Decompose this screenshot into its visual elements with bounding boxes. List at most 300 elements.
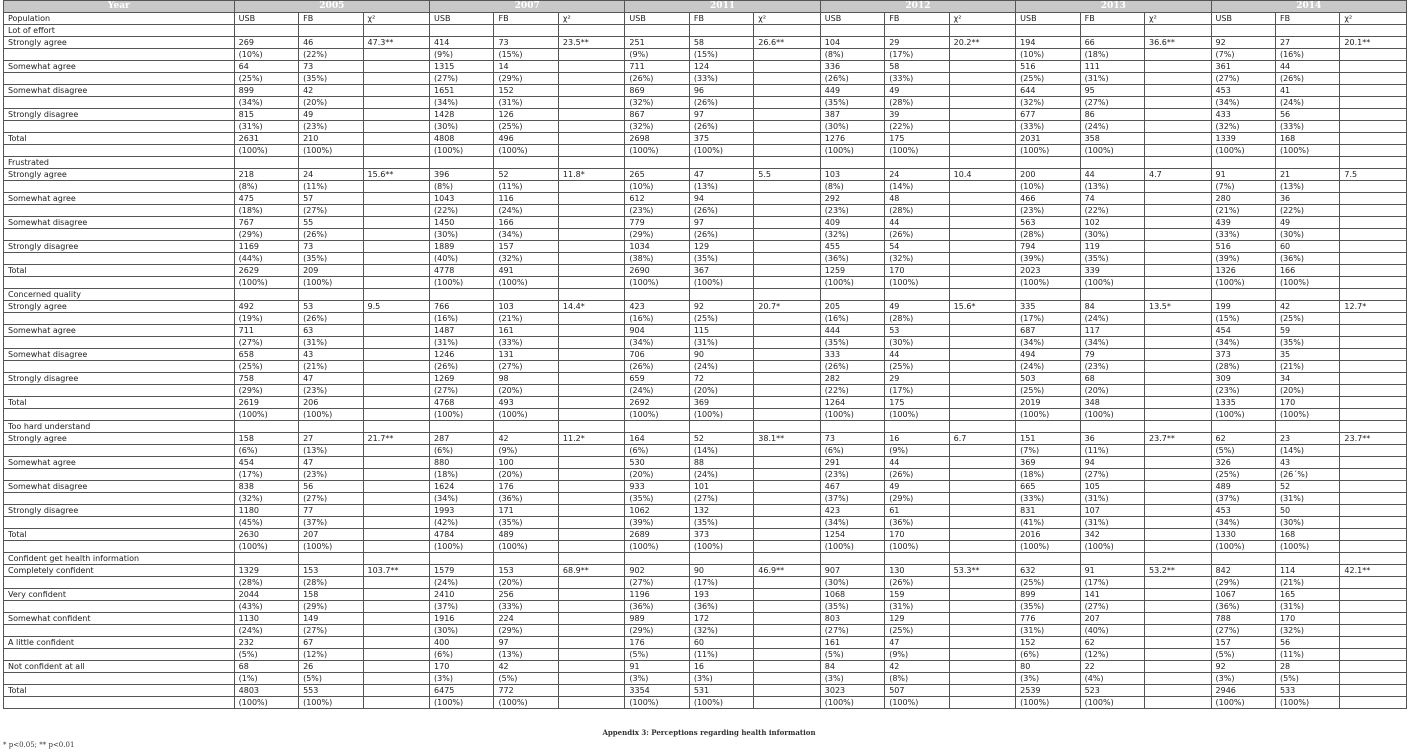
count-row: [4, 397, 1407, 409]
chi-square-cell: [363, 637, 429, 649]
chi-square-cell: [754, 325, 820, 337]
usb-percent-cell: (32%): [820, 229, 884, 241]
fb-count-cell: 94: [689, 193, 753, 205]
row-label: A little confident: [4, 637, 235, 649]
empty-cell: [4, 493, 235, 505]
significance-footnote: * p<0.05; ** p<0.01: [3, 741, 75, 749]
empty-cell: [1211, 157, 1275, 169]
usb-count-cell: 4768: [430, 397, 494, 409]
chi-square-cell: [754, 373, 820, 385]
chi-square-cell: [1340, 373, 1407, 385]
chi-square-cell: [558, 265, 624, 277]
empty-cell: [754, 205, 820, 217]
usb-count-cell: 711: [234, 325, 298, 337]
fb-percent-cell: (20%): [299, 97, 363, 109]
usb-count-cell: 205: [820, 301, 884, 313]
fb-percent-cell: (100%): [689, 145, 753, 157]
usb-count-cell: 658: [234, 349, 298, 361]
empty-cell: [754, 649, 820, 661]
chi-square-cell: [754, 61, 820, 73]
chi-square-cell: [754, 397, 820, 409]
usb-count-cell: 1264: [820, 397, 884, 409]
usb-count-cell: 269: [234, 37, 298, 49]
usb-percent-cell: (27%): [820, 625, 884, 637]
chi-square-cell: [558, 661, 624, 673]
fb-percent-cell: (35%): [1275, 337, 1339, 349]
usb-percent-cell: (100%): [1211, 409, 1275, 421]
fb-count-cell: 533: [1275, 685, 1339, 697]
chi-square-cell: [1145, 661, 1211, 673]
fb-percent-cell: (32%): [494, 253, 558, 265]
usb-count-cell: 1246: [430, 349, 494, 361]
fb-count-cell: 373: [689, 529, 753, 541]
fb-percent-cell: (100%): [1080, 145, 1144, 157]
empty-cell: [4, 469, 235, 481]
usb-count-cell: 199: [1211, 301, 1275, 313]
empty-cell: [234, 421, 298, 433]
empty-cell: [885, 157, 949, 169]
fb-count-cell: 115: [689, 325, 753, 337]
fb-percent-cell: (13%): [1080, 181, 1144, 193]
usb-count-cell: 516: [1016, 61, 1080, 73]
usb-count-cell: 503: [1016, 373, 1080, 385]
fb-count-cell: 21: [1275, 169, 1339, 181]
fb-count-cell: 130: [885, 565, 949, 577]
fb-percent-cell: (17%): [1080, 577, 1144, 589]
fb-count-cell: 119: [1080, 241, 1144, 253]
empty-cell: [1145, 541, 1211, 553]
usb-count-cell: 423: [625, 301, 689, 313]
fb-count-cell: 170: [1275, 397, 1339, 409]
empty-cell: [4, 145, 235, 157]
empty-cell: [1340, 145, 1407, 157]
count-row: [4, 457, 1407, 469]
usb-count-cell: 282: [820, 373, 884, 385]
empty-cell: [625, 289, 689, 301]
usb-count-cell: 563: [1016, 217, 1080, 229]
usb-percent-cell: (30%): [820, 577, 884, 589]
empty-cell: [1145, 97, 1211, 109]
fb-count-cell: 42: [494, 661, 558, 673]
fb-percent-cell: (9%): [885, 649, 949, 661]
empty-cell: [1145, 73, 1211, 85]
chi-square-cell: [949, 589, 1015, 601]
chi-square-cell: [1145, 265, 1211, 277]
usb-percent-cell: (5%): [234, 649, 298, 661]
fb-percent-cell: (31%): [1275, 601, 1339, 613]
fb-count-cell: 49: [885, 301, 949, 313]
fb-count-cell: 43: [299, 349, 363, 361]
row-label: Strongly agree: [4, 37, 235, 49]
percent-row: [4, 253, 1407, 265]
chi-square-cell: [1340, 133, 1407, 145]
usb-count-cell: 103: [820, 169, 884, 181]
empty-cell: [949, 469, 1015, 481]
usb-percent-cell: (100%): [430, 697, 494, 709]
fb-count-cell: 58: [689, 37, 753, 49]
empty-cell: [689, 553, 753, 565]
usb-count-cell: 838: [234, 481, 298, 493]
fb-count-cell: 96: [689, 85, 753, 97]
usb-percent-cell: (23%): [1016, 205, 1080, 217]
usb-percent-cell: (5%): [1211, 649, 1275, 661]
usb-percent-cell: (100%): [820, 145, 884, 157]
fb-count-cell: 772: [494, 685, 558, 697]
empty-cell: [1145, 385, 1211, 397]
fb-count-cell: 209: [299, 265, 363, 277]
fb-percent-cell: (100%): [494, 409, 558, 421]
fb-count-cell: 507: [885, 685, 949, 697]
usb-percent-cell: (16%): [430, 313, 494, 325]
chi-square-cell: [1145, 61, 1211, 73]
empty-cell: [949, 289, 1015, 301]
usb-count-cell: 1276: [820, 133, 884, 145]
fb-count-cell: 158: [299, 589, 363, 601]
usb-count-cell: 1269: [430, 373, 494, 385]
row-label: Strongly disagree: [4, 373, 235, 385]
empty-cell: [363, 97, 429, 109]
fb-count-cell: 348: [1080, 397, 1144, 409]
empty-cell: [1145, 337, 1211, 349]
empty-cell: [4, 673, 235, 685]
chi-square-cell: [558, 637, 624, 649]
usb-percent-cell: (5%): [1211, 445, 1275, 457]
usb-percent-cell: (33%): [1016, 121, 1080, 133]
usb-percent-cell: (34%): [430, 493, 494, 505]
fb-count-cell: 103: [494, 301, 558, 313]
percent-row: [4, 145, 1407, 157]
usb-percent-cell: (10%): [625, 181, 689, 193]
fb-count-cell: 36: [1080, 433, 1144, 445]
empty-cell: [625, 553, 689, 565]
chi-square-cell: [949, 193, 1015, 205]
chi-square-cell: [949, 217, 1015, 229]
fb-count-cell: 165: [1275, 589, 1339, 601]
row-label: Somewhat disagree: [4, 217, 235, 229]
empty-cell: [558, 289, 624, 301]
usb-percent-cell: (100%): [820, 277, 884, 289]
empty-cell: [949, 493, 1015, 505]
chi-square-cell: [1340, 613, 1407, 625]
fb-count-cell: 88: [689, 457, 753, 469]
percent-row: [4, 205, 1407, 217]
empty-cell: [1275, 157, 1339, 169]
chi-square-cell: [754, 481, 820, 493]
usb-percent-cell: (25%): [234, 73, 298, 85]
empty-cell: [1080, 25, 1144, 37]
empty-cell: [949, 541, 1015, 553]
empty-cell: [949, 649, 1015, 661]
row-label: Strongly disagree: [4, 109, 235, 121]
empty-cell: [754, 469, 820, 481]
usb-percent-cell: (33%): [1211, 229, 1275, 241]
empty-cell: [4, 97, 235, 109]
fb-percent-cell: (24%): [1080, 121, 1144, 133]
fb-count-cell: 26: [299, 661, 363, 673]
fb-percent-cell: (100%): [1080, 541, 1144, 553]
chi-square-cell: [1145, 505, 1211, 517]
empty-cell: [558, 121, 624, 133]
count-row: [4, 85, 1407, 97]
usb-count-cell: 989: [625, 613, 689, 625]
empty-cell: [625, 157, 689, 169]
year-2013-header: 2013: [1016, 1, 1211, 13]
row-label: Strongly disagree: [4, 505, 235, 517]
empty-cell: [1145, 493, 1211, 505]
usb-percent-cell: (100%): [820, 409, 884, 421]
fb-percent-cell: (100%): [1275, 541, 1339, 553]
empty-cell: [558, 181, 624, 193]
row-label: Very confident: [4, 589, 235, 601]
chi-square-cell: [558, 529, 624, 541]
empty-cell: [754, 421, 820, 433]
fb-count-cell: 175: [885, 133, 949, 145]
empty-cell: [558, 469, 624, 481]
empty-cell: [885, 289, 949, 301]
usb-count-cell: 414: [430, 37, 494, 49]
empty-cell: [1145, 697, 1211, 709]
empty-cell: [1145, 229, 1211, 241]
usb-percent-cell: (100%): [1016, 409, 1080, 421]
usb-percent-cell: (26%): [625, 73, 689, 85]
usb-count-cell: 158: [234, 433, 298, 445]
fb-percent-cell: (17%): [885, 385, 949, 397]
fb-percent-cell: (36%): [1275, 253, 1339, 265]
empty-cell: [1275, 25, 1339, 37]
fb-percent-cell: (28%): [885, 205, 949, 217]
chi-square-cell: 5.5: [754, 169, 820, 181]
count-row: [4, 481, 1407, 493]
usb-percent-cell: (100%): [1016, 145, 1080, 157]
fb-count-cell: 358: [1080, 133, 1144, 145]
usb-count-cell: 92: [1211, 37, 1275, 49]
usb-count-cell: 803: [820, 613, 884, 625]
fb-count-cell: 53: [885, 325, 949, 337]
usb-count-cell: 396: [430, 169, 494, 181]
empty-cell: [820, 157, 884, 169]
fb-percent-cell: (31%): [1080, 493, 1144, 505]
fb-percent-cell: (21%): [1275, 577, 1339, 589]
usb-percent-cell: (31%): [1016, 625, 1080, 637]
fb-count-cell: 95: [1080, 85, 1144, 97]
chi-square-cell: [949, 373, 1015, 385]
empty-cell: [4, 541, 235, 553]
empty-cell: [1340, 289, 1407, 301]
empty-cell: [4, 697, 235, 709]
usb-percent-cell: (30%): [820, 121, 884, 133]
empty-cell: [558, 421, 624, 433]
usb-count-cell: 151: [1016, 433, 1080, 445]
empty-cell: [363, 625, 429, 637]
empty-cell: [363, 145, 429, 157]
fb-count-cell: 111: [1080, 61, 1144, 73]
fb-column-header: FB: [494, 13, 558, 25]
chi-square-cell: [558, 61, 624, 73]
empty-cell: [4, 517, 235, 529]
chi-square-cell: 12.7*: [1340, 301, 1407, 313]
fb-count-cell: 86: [1080, 109, 1144, 121]
empty-cell: [1145, 145, 1211, 157]
percent-row: [4, 313, 1407, 325]
fb-percent-cell: (26%): [689, 229, 753, 241]
fb-column-header: FB: [299, 13, 363, 25]
section-row: [4, 421, 1407, 433]
chi-column-header: χ²: [1340, 13, 1407, 25]
empty-cell: [1340, 577, 1407, 589]
fb-percent-cell: (32%): [885, 253, 949, 265]
usb-count-cell: 2410: [430, 589, 494, 601]
fb-percent-cell: (30%): [885, 337, 949, 349]
chi-square-cell: 7.5: [1340, 169, 1407, 181]
empty-cell: [558, 445, 624, 457]
empty-cell: [558, 553, 624, 565]
chi-square-cell: [1145, 637, 1211, 649]
usb-count-cell: 776: [1016, 613, 1080, 625]
chi-square-cell: [754, 349, 820, 361]
percent-row: [4, 541, 1407, 553]
empty-cell: [234, 157, 298, 169]
chi-square-cell: [363, 265, 429, 277]
chi-square-cell: [1145, 85, 1211, 97]
fb-percent-cell: (9%): [885, 445, 949, 457]
chi-square-cell: 42.1**: [1340, 565, 1407, 577]
fb-percent-cell: (5%): [1275, 673, 1339, 685]
chi-square-cell: [754, 589, 820, 601]
section-title: Too hard understand: [4, 421, 235, 433]
usb-count-cell: 1043: [430, 193, 494, 205]
fb-percent-cell: (12%): [299, 649, 363, 661]
chi-square-cell: [1340, 193, 1407, 205]
empty-cell: [363, 553, 429, 565]
table-caption: Appendix 3: Perceptions regarding health information: [602, 728, 816, 737]
usb-count-cell: 831: [1016, 505, 1080, 517]
fb-count-cell: 47: [689, 169, 753, 181]
empty-cell: [430, 289, 494, 301]
chi-square-cell: [558, 613, 624, 625]
chi-square-cell: 68.9**: [558, 565, 624, 577]
empty-cell: [949, 697, 1015, 709]
usb-percent-cell: (100%): [430, 409, 494, 421]
empty-cell: [299, 157, 363, 169]
usb-percent-cell: (25%): [1016, 385, 1080, 397]
usb-percent-cell: (27%): [430, 73, 494, 85]
empty-cell: [754, 445, 820, 457]
usb-count-cell: 4784: [430, 529, 494, 541]
fb-percent-cell: (4%): [1080, 673, 1144, 685]
usb-percent-cell: (6%): [1016, 649, 1080, 661]
fb-column-header: FB: [885, 13, 949, 25]
usb-percent-cell: (17%): [234, 469, 298, 481]
empty-cell: [754, 121, 820, 133]
chi-square-cell: 20.2**: [949, 37, 1015, 49]
fb-percent-cell: (8%): [885, 673, 949, 685]
count-row: [4, 433, 1407, 445]
fb-percent-cell: (21%): [494, 313, 558, 325]
empty-cell: [4, 253, 235, 265]
usb-percent-cell: (100%): [234, 697, 298, 709]
empty-cell: [299, 553, 363, 565]
fb-percent-cell: (100%): [299, 145, 363, 157]
empty-cell: [558, 673, 624, 685]
empty-cell: [1080, 289, 1144, 301]
fb-count-cell: 47: [885, 637, 949, 649]
usb-count-cell: 449: [820, 85, 884, 97]
usb-percent-cell: (6%): [234, 445, 298, 457]
fb-count-cell: 22: [1080, 661, 1144, 673]
empty-cell: [363, 289, 429, 301]
empty-cell: [494, 157, 558, 169]
usb-percent-cell: (100%): [1211, 697, 1275, 709]
empty-cell: [363, 313, 429, 325]
fb-count-cell: 132: [689, 505, 753, 517]
section-row: [4, 25, 1407, 37]
usb-percent-cell: (34%): [430, 97, 494, 109]
fb-percent-cell: (100%): [1275, 277, 1339, 289]
fb-count-cell: 49: [885, 481, 949, 493]
percent-row: [4, 277, 1407, 289]
fb-percent-cell: (26%): [299, 313, 363, 325]
fb-percent-cell: (31%): [1275, 493, 1339, 505]
chi-square-cell: [558, 397, 624, 409]
fb-count-cell: 68: [1080, 373, 1144, 385]
chi-square-cell: [363, 109, 429, 121]
fb-percent-cell: (13%): [1275, 181, 1339, 193]
empty-cell: [4, 205, 235, 217]
chi-square-cell: 53.3**: [949, 565, 1015, 577]
fb-count-cell: 491: [494, 265, 558, 277]
usb-count-cell: 687: [1016, 325, 1080, 337]
usb-count-cell: 677: [1016, 109, 1080, 121]
usb-count-cell: 1259: [820, 265, 884, 277]
empty-cell: [820, 289, 884, 301]
empty-cell: [363, 25, 429, 37]
usb-percent-cell: (5%): [820, 649, 884, 661]
empty-cell: [754, 625, 820, 637]
usb-count-cell: 232: [234, 637, 298, 649]
empty-cell: [949, 277, 1015, 289]
chi-square-cell: [1145, 133, 1211, 145]
fb-count-cell: 77: [299, 505, 363, 517]
fb-count-cell: 56: [1275, 637, 1339, 649]
chi-square-cell: [754, 613, 820, 625]
empty-cell: [4, 625, 235, 637]
usb-percent-cell: (100%): [234, 145, 298, 157]
fb-count-cell: 43: [1275, 457, 1339, 469]
empty-cell: [1340, 361, 1407, 373]
empty-cell: [1145, 313, 1211, 325]
usb-count-cell: 766: [430, 301, 494, 313]
fb-percent-cell: (100%): [885, 145, 949, 157]
empty-cell: [1340, 337, 1407, 349]
usb-percent-cell: (100%): [625, 277, 689, 289]
empty-cell: [363, 469, 429, 481]
usb-count-cell: 899: [234, 85, 298, 97]
fb-count-cell: 149: [299, 613, 363, 625]
usb-count-cell: 62: [1211, 433, 1275, 445]
empty-cell: [689, 25, 753, 37]
fb-count-cell: 14: [494, 61, 558, 73]
usb-count-cell: 1339: [1211, 133, 1275, 145]
usb-percent-cell: (20%): [625, 469, 689, 481]
year-header-row: [4, 1, 1407, 13]
chi-column-header: χ²: [558, 13, 624, 25]
table-body: [4, 25, 1407, 709]
chi-square-cell: [363, 457, 429, 469]
fb-count-cell: 42: [299, 85, 363, 97]
usb-percent-cell: (100%): [820, 697, 884, 709]
fb-count-cell: 170: [885, 265, 949, 277]
usb-count-cell: 387: [820, 109, 884, 121]
